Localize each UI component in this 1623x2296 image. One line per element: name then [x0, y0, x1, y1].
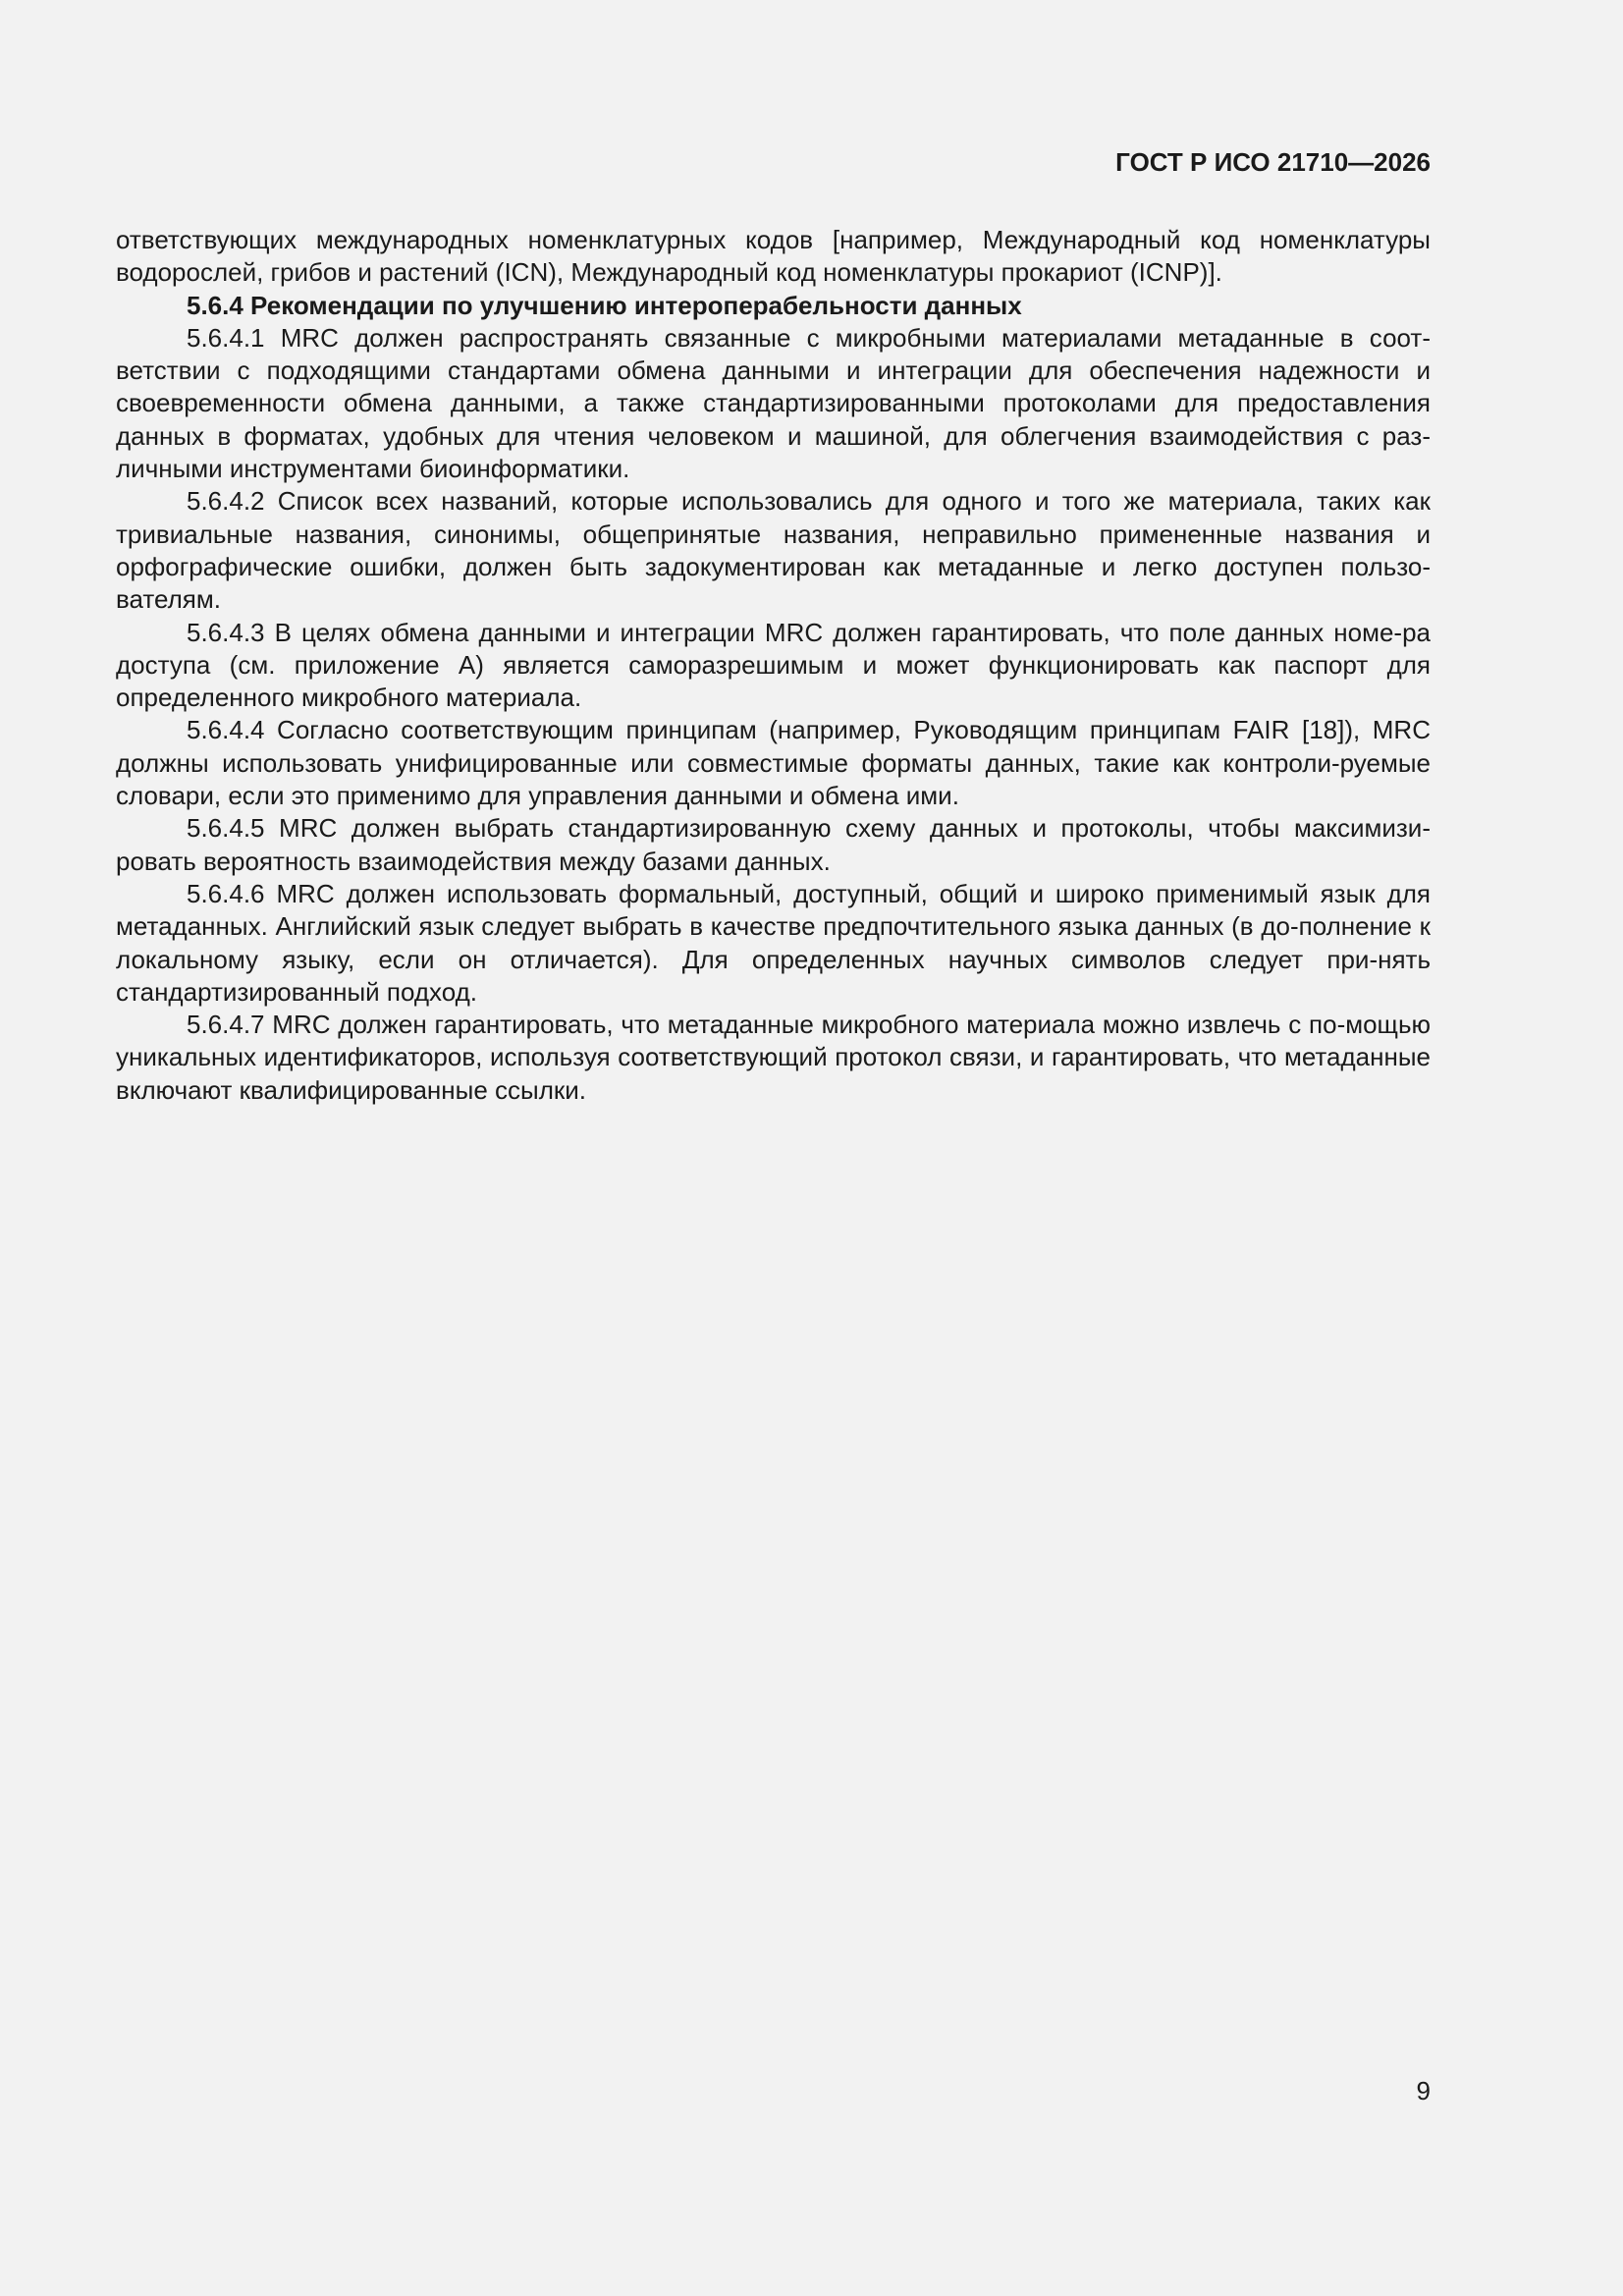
- page-number: 9: [1416, 2076, 1431, 2105]
- paragraph-5-6-4-4: 5.6.4.4 Согласно соответствующим принципам (например, Руководящим принципам FAIR [18]), MRC должны использовать унифицированные или совместимые форматы данных, такие как контроли-руемые словари, если это применимо для управления данными и обмена ими.: [116, 715, 1431, 811]
- paragraph-5-6-4-2: 5.6.4.2 Список всех названий, которые использовались для одного и того же материала, таких как тривиальные названия, синонимы, общепринятые названия, неправильно примененные названия и орфографические ошибки, должен быть задокументирован как метаданные и легко доступен пользо-вателям.: [116, 486, 1431, 615]
- paragraph-5-6-4-7: 5.6.4.7 MRC должен гарантировать, что метаданные микробного материала можно извлечь с по-мощью уникальных идентификаторов, используя соответствующий протокол связи, и гарантировать, что метаданные включают квалифицированные ссылки.: [116, 1010, 1431, 1105]
- section-heading: 5.6.4 Рекомендации по улучшению интероперабельности данных: [187, 290, 1022, 320]
- paragraph-5-6-4-3: 5.6.4.3 В целях обмена данными и интеграции MRC должен гарантировать, что поле данных номе-ра доступа (см. приложение А) является саморазрешимым и может функционировать как паспорт для определенного микробного материала.: [116, 617, 1431, 713]
- document-code-header: ГОСТ Р ИСО 21710—2026: [1115, 147, 1431, 177]
- paragraph-5-6-4-1: 5.6.4.1 MRC должен распространять связанные с микробными материалами метаданные в соот-ветствии с подходящими стандартами обмена данными и интеграции для обеспечения надежности и своевременности обмена данными, а также стандартизированными протоколами для предоставления данных в форматах, удобных для чтения человеком и машиной, для облегчения взаимодействия с раз-личными инструментами биоинформатики.: [116, 322, 1431, 484]
- paragraph-5-6-4-6: 5.6.4.6 MRC должен использовать формальный, доступный, общий и широко применимый язык для метаданных. Английский язык следует выбрать в качестве предпочтительного языка данных (в до-полнение к локальному языку, если он отличается). Для определенных научных символов следует при-нять стандартизированный подход.: [116, 878, 1431, 1007]
- document-body: [116, 224, 1431, 1107]
- paragraph-5-6-4-5: 5.6.4.5 MRC должен выбрать стандартизированную схему данных и протоколы, чтобы максимизи-ровать вероятность взаимодействия между базами данных.: [116, 813, 1431, 876]
- continued-paragraph: ответствующих международных номенклатурных кодов [например, Международный код номенклатуры водорослей, грибов и растений (ICN), Международный код номенклатуры прокариот (ICNP)].: [116, 225, 1431, 288]
